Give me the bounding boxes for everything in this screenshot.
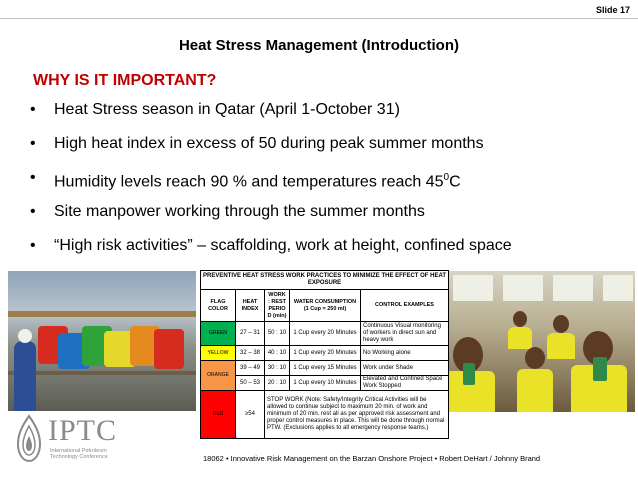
bullet-list (30, 100, 630, 270)
heat-stress-table (200, 270, 449, 439)
flag-red: RED (201, 391, 236, 439)
bullet-item: • Site manpower working through the summer months (30, 203, 425, 220)
water-cell: 1 Cup every 20 Minutes (290, 346, 361, 361)
header-control-examples: CONTROL EXAMPLES (361, 290, 449, 322)
control-cell: No Working alone (361, 346, 449, 361)
water-cell: 1 Cup every 15 Minutes (290, 361, 361, 376)
bullet-item: • “High risk activities” – scaffolding, work at height, confined space (30, 237, 512, 254)
bullet-text: “High risk activities” – scaffolding, work at height, confined space (54, 237, 512, 254)
flag-orange: ORANGE (201, 361, 236, 391)
heat-index-cell: ≥54 (236, 391, 265, 439)
heat-index-cell: 39 – 49 (236, 361, 265, 376)
header-work-rest: WORK : REST PERIO D (min) (265, 290, 290, 322)
bullet-text: Site manpower working through the summer months (54, 203, 425, 220)
iptc-logo (14, 414, 134, 466)
control-cell: Work under Shade (361, 361, 449, 376)
bullet-text: Humidity levels reach 90 % and temperatures reach 45 (54, 173, 444, 191)
stop-work-note: STOP WORK (Note: Safety/Integrity Critical Activities will be allowed to continue subject to maximum 20 min. of work and minimum of 20 min. rest all as per approved risk assessment and proper control measures in place. This will be done through normal PTW. (Exclusions applies to all emergency response teams.) (265, 391, 449, 439)
photo-workers-bus (443, 271, 635, 412)
bullet-text-unit: C (449, 173, 461, 191)
header-flag-color: FLAG COLOR (201, 290, 236, 322)
logo-brand: IPTC (48, 414, 118, 447)
header-divider (0, 18, 638, 19)
work-rest-cell: 30 : 10 (265, 361, 290, 376)
flag-yellow: YELLOW (201, 346, 236, 361)
bullet-text: High heat index in excess of 50 during peak summer months (54, 135, 484, 152)
bullet-item: • Heat Stress season in Qatar (April 1-October 31) (30, 101, 400, 118)
slide-number: Slide 17 (595, 5, 630, 15)
work-rest-cell: 40 : 10 (265, 346, 290, 361)
bullet-item: • High heat index in excess of 50 during peak summer months (30, 135, 484, 152)
heat-index-cell: 32 – 38 (236, 346, 265, 361)
logo-subtitle (50, 448, 108, 460)
work-rest-cell: 20 : 10 (265, 376, 290, 391)
section-heading: WHY IS IT IMPORTANT? (33, 72, 217, 89)
water-cell: 1 Cup every 20 Minutes (290, 322, 361, 346)
photo-water-coolers (8, 271, 196, 411)
heat-index-cell: 27 – 31 (236, 322, 265, 346)
bullet-item: • Humidity levels reach 90 % and temperatures reach $45^0C$ (30, 169, 461, 191)
flame-logo-icon (14, 414, 44, 464)
footer-text: 18062 • Innovative Risk Management on the Barzan Onshore Project • Robert DeHart / Johnny Brand (203, 454, 541, 463)
work-rest-cell: 50 : 10 (265, 322, 290, 346)
degree-superscript: 0 (443, 172, 450, 183)
heat-index-cell: 50 – 53 (236, 376, 265, 391)
control-cell: Continuous Visual monitoring of workers in direct sun and heavy work (361, 322, 449, 346)
header-water-consumption: WATER CONSUMPTION (1 Cup = 250 ml) (290, 290, 361, 322)
water-cell: 1 Cup every 10 Minutes (290, 376, 361, 391)
flag-green: GREEN (201, 322, 236, 346)
logo-subtitle-line: International Petroleum (50, 448, 107, 454)
header-heat-index: HEAT INDEX (236, 290, 265, 322)
table-caption: PREVENTIVE HEAT STRESS WORK PRACTICES TO MINIMIZE THE EFFECT OF HEAT EXPOSURE (201, 271, 449, 290)
control-cell: Elevated and Confined Space Work Stopped (361, 376, 449, 391)
slide-title: Heat Stress Management (Introduction) (178, 37, 460, 54)
bullet-text: Heat Stress season in Qatar (April 1-October 31) (54, 101, 400, 118)
logo-subtitle-line: Technology Conference (50, 454, 108, 460)
